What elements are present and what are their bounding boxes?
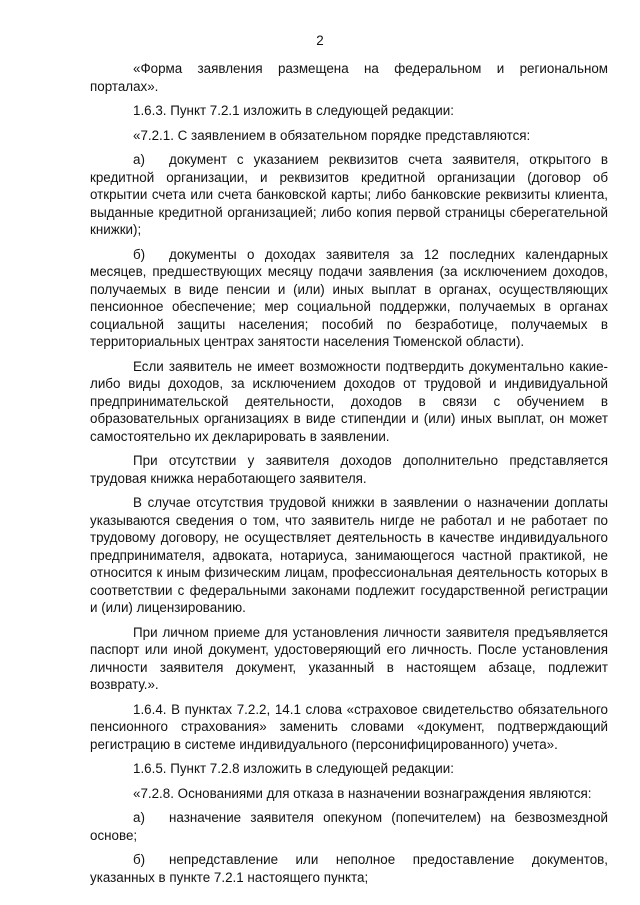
list-item [90, 809, 608, 844]
paragraph: 1.6.5. Пункт 7.2.8 изложить в следующей редакции: [133, 761, 454, 776]
document-body [90, 60, 608, 893]
paragraph: «Форма заявления размещена на федеральном и региональном порталах». [90, 61, 608, 94]
list-item-marker: б) [133, 246, 146, 262]
list-item [90, 851, 608, 886]
paragraph: «7.2.1. С заявлением в обязательном порядке представляются: [133, 127, 531, 143]
list-item [90, 246, 608, 351]
page-number: 2 [316, 33, 324, 48]
list-item-marker: б) [133, 852, 146, 867]
list-item-text: назначение заявителя опекуном (попечителем) на безвозмездной основе; [90, 810, 608, 843]
paragraph: 1.6.4. В пунктах 7.2.2, 14.1 слова «страховое свидетельство обязательного пенсионного страхования» заменить словами «документ, подтверждающий регистрацию в системе индивидуального (персонифицированного) учета». [90, 701, 608, 752]
paragraph: В случае отсутствия трудовой книжки в заявлении о назначении доплаты указываются сведения о том, что заявитель нигде не работал и не работает по трудовому договору, не осуществляет деятельность в качестве индивидуального предпринимателя, адвоката, нотариуса, занимающегося частной практикой, не относится к иным физическим лицам, профессиональная деятельность которых в соответствии с федеральными законами подлежит государственной регистрации и (или) лицензированию. [90, 495, 608, 615]
paragraph: При отсутствии у заявителя доходов дополнительно представляется трудовая книжка неработающего заявителя. [90, 453, 608, 486]
list-item-text: непредставление или неполное предоставление документов, указанных в пункте 7.2.1 настоящего пункта; [90, 852, 608, 885]
list-item-text: документ с указанием реквизитов счета заявителя, открытого в кредитной организации, и реквизитов кредитной организации (договор об открытии счета или счета банковской карты; либо банковские реквизиты клиента, выданные кредитной организацией; либо копия первой страницы сберегательной книжки); [90, 152, 608, 237]
list-item-marker: а) [133, 152, 145, 167]
list-item [90, 151, 608, 239]
list-item-text: документы о доходах заявителя за 12 последних календарных месяцев, предшествующих месяцу подачи заявления (за исключением доходов, получаемых в виде пенсии и (или) иных выплат в органах, осуществляющих пенсионное обеспечение; мер социальной поддержки, получаемых в органах социальной защиты населения; пособий по безработице, получаемых в территориальных центрах занятости населения Тюменской области). [90, 246, 608, 349]
list-item-marker: а) [133, 810, 145, 825]
paragraph: При личном приеме для установления личности заявителя предъявляется паспорт или иной документ, удостоверяющий его личность. После установления личности заявителя документ, указанный в настоящем абзаце, подлежит возврату.». [90, 624, 608, 692]
paragraph: 1.6.3. Пункт 7.2.1 изложить в следующей редакции: [133, 103, 454, 118]
paragraph: Если заявитель не имеет возможности подтвердить документально какие-либо виды доходов, за исключением доходов от трудовой и индивидуальной предпринимательской деятельности, доходов в связи с обучением в образовательных организациях в виде стипендии и (или) иных выплат, он может самостоятельно их декларировать в заявлении. [90, 358, 608, 444]
paragraph: «7.2.8. Основаниями для отказа в назначении вознаграждения являются: [133, 785, 592, 801]
